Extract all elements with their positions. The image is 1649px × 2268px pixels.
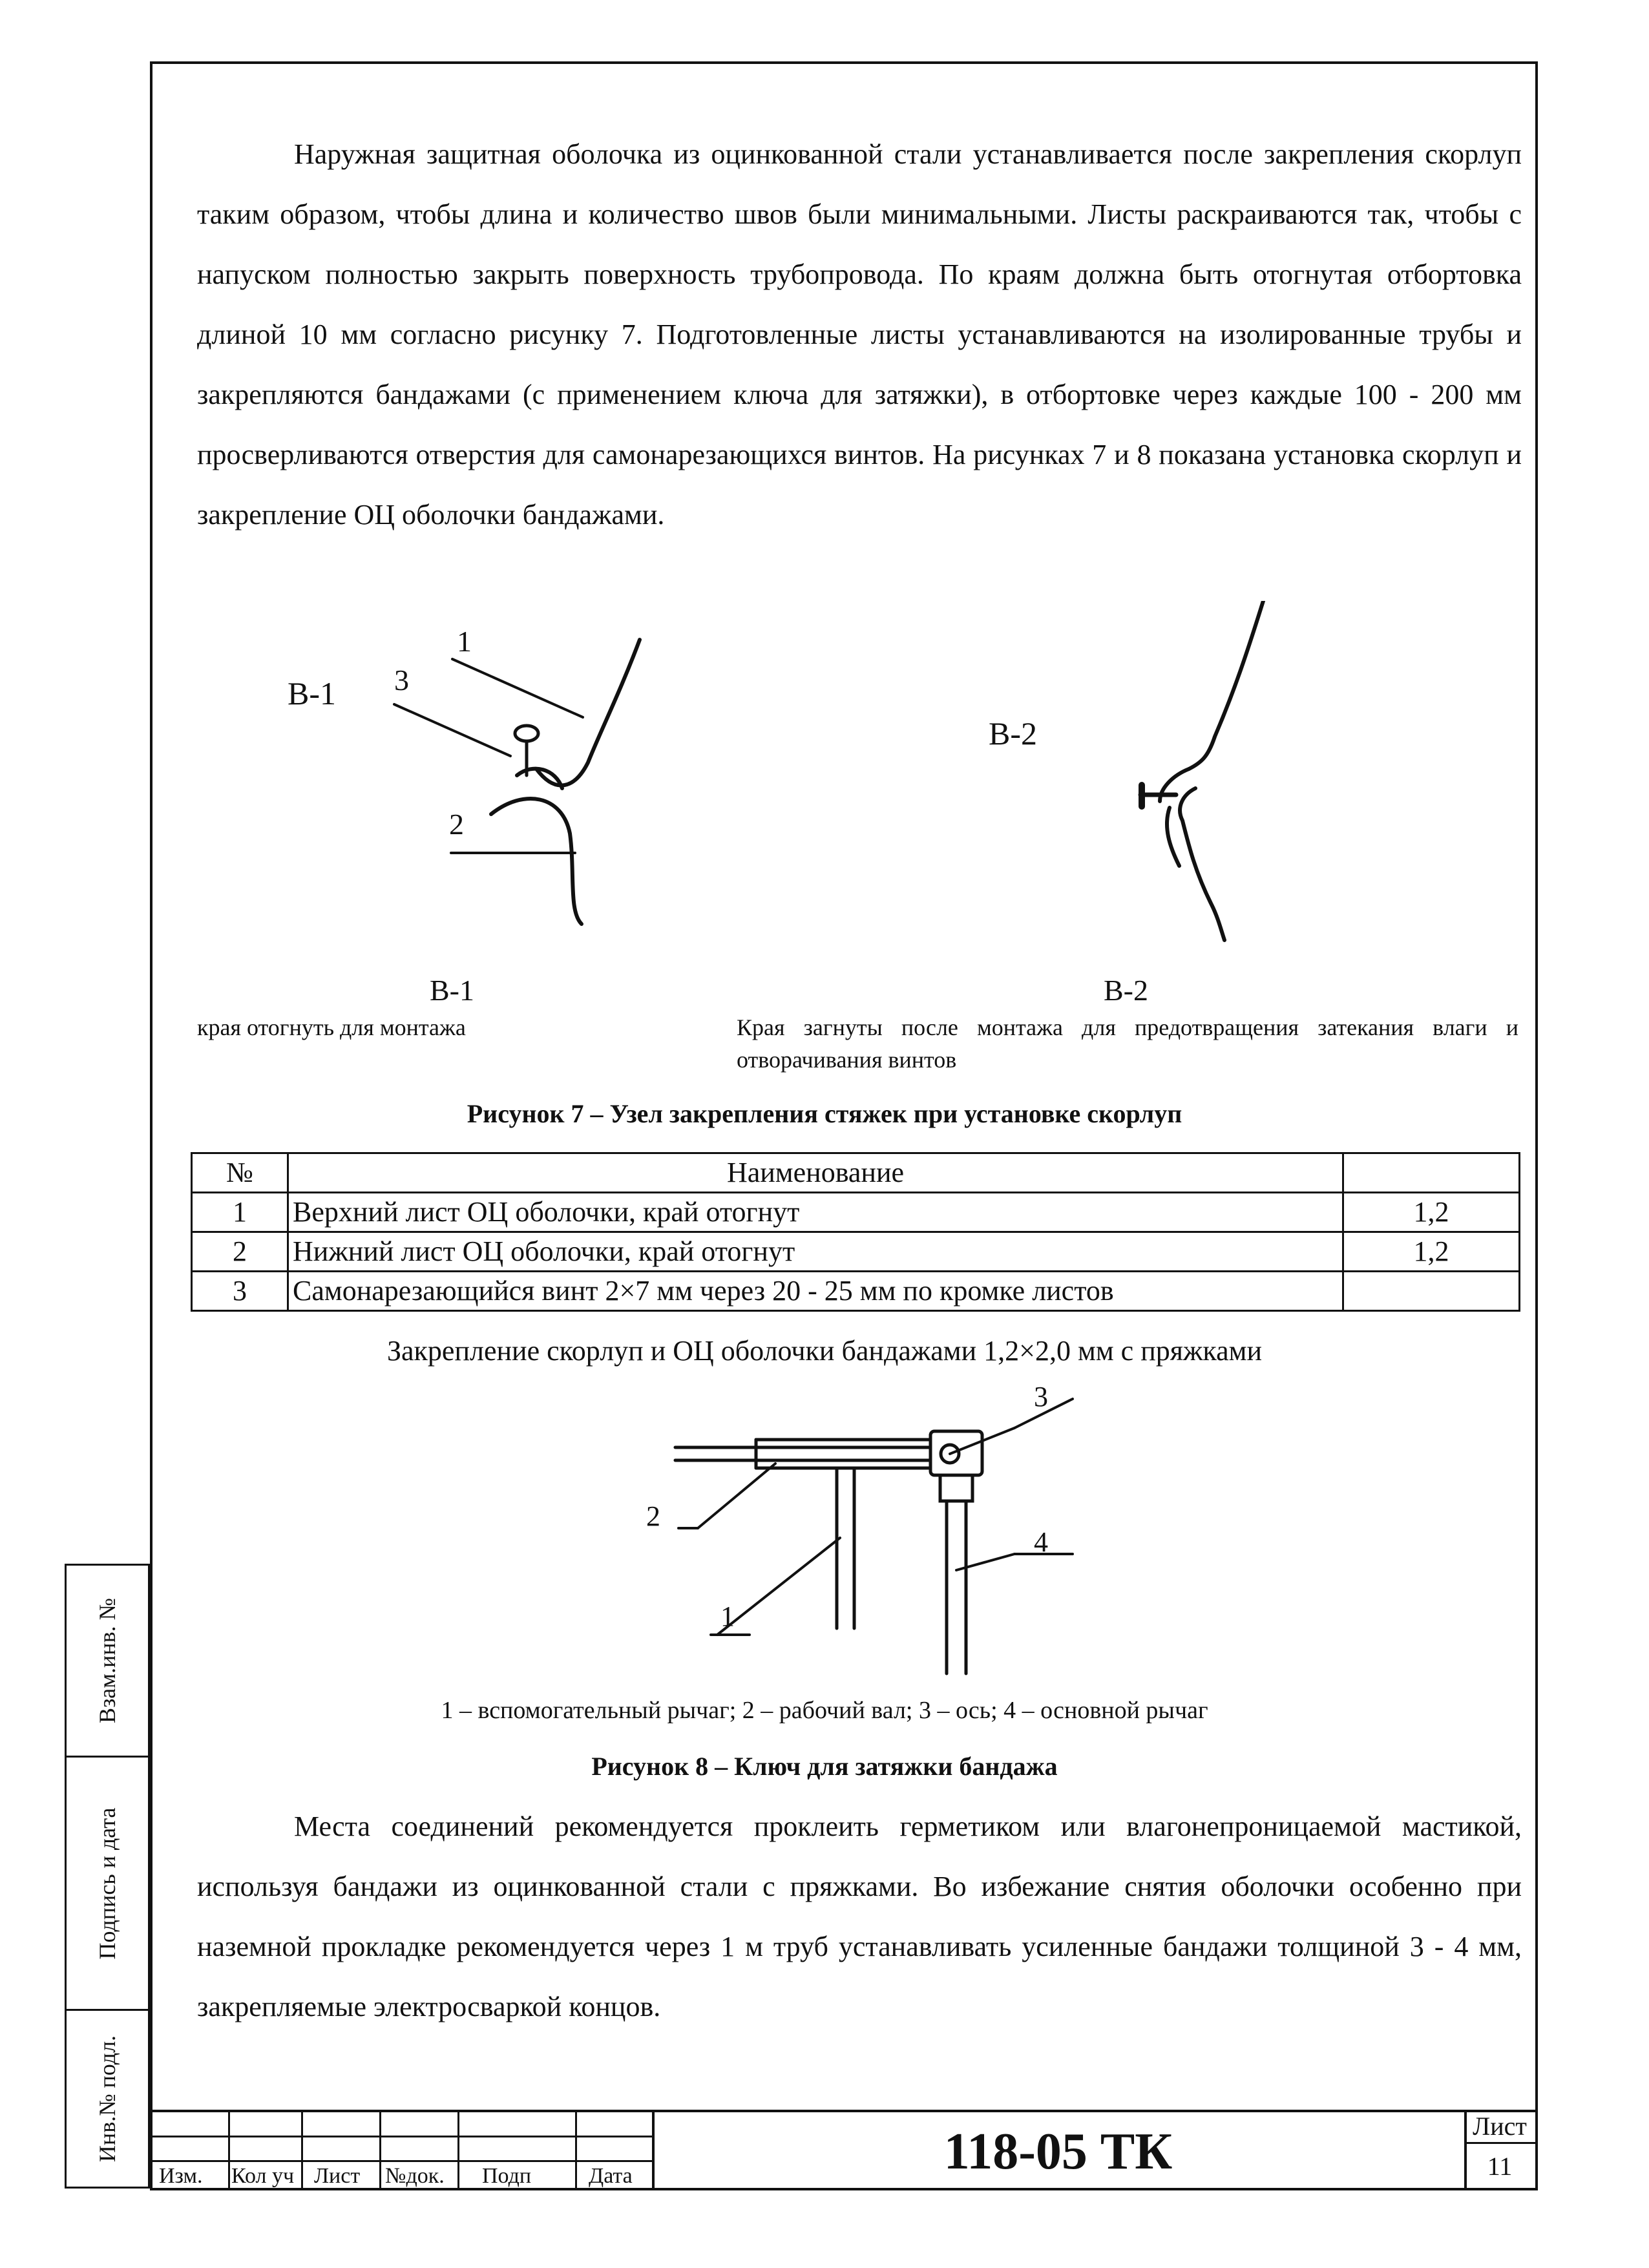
b1-caption-title: В-1 <box>430 974 474 1007</box>
sheet-label: Лист <box>1473 2112 1527 2141</box>
b2-lower-sheet <box>1180 788 1224 940</box>
axis-head <box>930 1431 982 1475</box>
intro-paragraph <box>197 124 1522 545</box>
row-number: 2 <box>192 1232 288 1272</box>
row-value: 1,2 <box>1343 1193 1520 1232</box>
figure-8-legend: 1 – вспомогательный рычаг; 2 – рабочий вал; 3 – ось; 4 – основной рычаг <box>441 1697 1208 1724</box>
b1-screw-head <box>515 726 538 741</box>
side-stamp-inv-label: Инв.№ подл. <box>94 2035 120 2163</box>
figure-7-drawing <box>174 601 1518 963</box>
column-list: Лист <box>314 2164 361 2188</box>
callout-2: 2 <box>646 1500 660 1532</box>
side-stamp-vzam <box>65 1564 150 1758</box>
row-name: Нижний лист ОЦ оболочки, край отогнут <box>288 1232 1343 1272</box>
document-code: 118-05 ТК <box>943 2123 1173 2180</box>
callout-1: 1 <box>457 625 472 658</box>
column-ndok: №док. <box>385 2164 445 2188</box>
table-row <box>192 1272 1520 1311</box>
header-value <box>1343 1153 1520 1193</box>
figure-7-lines <box>174 601 1518 963</box>
sheet-number: 11 <box>1487 2152 1513 2181</box>
b1-caption: края отогнуть для монтажа <box>197 1014 466 1040</box>
final-paragraph <box>197 1796 1522 2037</box>
title-block <box>152 2110 1535 2189</box>
b2-label: В-2 <box>989 715 1037 751</box>
side-stamp-podpis-label: Подпись и дата <box>94 1807 120 1959</box>
row-name: Верхний лист ОЦ оболочки, край отогнут <box>288 1193 1343 1232</box>
row-value <box>1343 1272 1520 1311</box>
side-stamp-podpis <box>65 1756 150 2011</box>
b2-upper-sheet <box>1189 601 1263 769</box>
column-data: Дата <box>589 2164 633 2188</box>
table-row <box>192 1193 1520 1232</box>
b2-caption: Края загнуты после монтажа для предотвращения затекания влаги и отворачивания винтов <box>737 1014 1518 1073</box>
column-podp: Подп <box>482 2164 532 2188</box>
figure-8-subtitle: Закрепление скорлуп и ОЦ оболочки бандажами 1,2×2,0 мм с пряжками <box>386 1335 1263 1367</box>
final-text: Места соединений рекомендуется проклеить герметиком или влагонепроницаемой мастикой, используя бандажи из оцинкованной стали с пряжками. Во избежание снятия оболочки особенно при наземной прокладке рекомендуется через 1 м труб устанавливать усиленные бандажи толщиной 3 - 4 мм, закрепляемые электросваркой концов. <box>197 1811 1522 2022</box>
row-value: 1,2 <box>1343 1232 1520 1272</box>
row-number: 3 <box>192 1272 288 1311</box>
b1-label: В-1 <box>288 675 336 711</box>
column-izm: Изм. <box>159 2164 203 2188</box>
figure-8-title: Рисунок 8 – Ключ для затяжки бандажа <box>591 1752 1058 1781</box>
header-name: Наименование <box>288 1153 1343 1193</box>
callout-1: 1 <box>720 1601 735 1632</box>
side-stamp-vzam-label: Взам.инв. № <box>94 1598 120 1723</box>
b1-lower-sheet <box>491 799 582 924</box>
figure-7-title: Рисунок 7 – Узел закрепления стяжек при установке скорлуп <box>467 1099 1182 1128</box>
table-row <box>192 1232 1520 1272</box>
intro-text: Наружная защитная оболочка из оцинкованной стали устанавливается после закрепления скорлуп таким образом, чтобы длина и количество швов были минимальными. Листы раскраиваются так, чтобы с напуском полностью закрыть поверхность трубопровода. По краям должна быть отогнутая отбортовка длиной 10 мм согласно рисунку 7. Подготовленные листы устанавливаются на изолированные трубы и закрепляются бандажами (с применением ключа для затяжки), в отбортовке через каждые 100 - 200 мм просверливаются отверстия для самонарезающихся винтов. На рисунках 7 и 8 показана установка скорлуп и закрепление ОЦ оболочки бандажами. <box>197 138 1522 530</box>
callout-2: 2 <box>449 808 464 841</box>
callout-4: 4 <box>1034 1526 1048 1558</box>
b2-caption-title: В-2 <box>1104 974 1148 1007</box>
parts-table <box>191 1152 1520 1312</box>
column-kol-uch: Кол уч <box>231 2164 295 2188</box>
side-stamp-inv <box>65 2009 150 2189</box>
b1-upper-sheet <box>536 640 640 785</box>
header-number: № <box>192 1153 288 1193</box>
figure-8-drawing <box>646 1383 1098 1693</box>
row-number: 1 <box>192 1193 288 1232</box>
callout-3: 3 <box>394 664 409 697</box>
row-name: Самонарезающийся винт 2×7 мм через 20 - 25 мм по кромке листов <box>288 1272 1343 1311</box>
table-header-row <box>192 1153 1520 1193</box>
figure-8-lines <box>646 1383 1098 1693</box>
callout-3: 3 <box>1034 1381 1048 1412</box>
